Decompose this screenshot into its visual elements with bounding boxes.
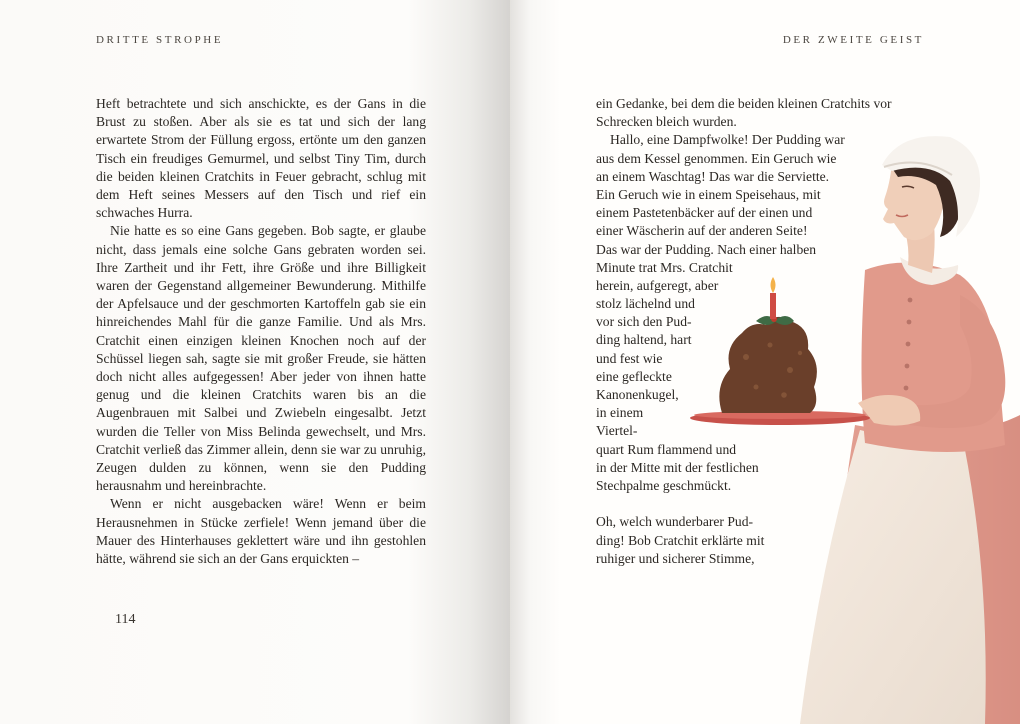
text-line: vor sich den Pud- <box>596 314 692 330</box>
page-number: 114 <box>115 612 136 627</box>
text-line: ding! Bob Cratchit erklärte mit <box>596 532 765 548</box>
text-line: Ein Geruch wie in einem Speisehaus, mit <box>596 186 821 202</box>
paragraph-2: Nie hatte es so eine Gans gegeben. Bob sagte, er glaube nicht, dass jemals eine solche Gans gebraten worden sei. Ihre Zartheit und ihr Fett, ihre Größe und ihre Billigkeit waren der Gegenstand allgemeiner Bewunderung. Mithilfe der Apfelsauce und der geschmorten Kartoffeln gab sie ein hinreichendes Mahl für die ganze Familie. Und als Mrs. Cratchit einen einzigen kleinen Knochen noch auf der Schüssel liegen sah, sagte sie mit großer Freude, sie hätten doch nicht alles aufgegessen! Aber jeder von ihnen hatte genug und die kleinen Cratchits waren bis an die Augenbrauen mit Salbei und Zwiebeln eingesalbt. Jetzt wurden die Teller von Miss Belinda gewechselt, und Mrs. Cratchit verließ das Zimmer allein, denn sie war zu unruhig, Zeugen dulden zu können, wenn sie den Pudding herausnahm und hereinbrachte. <box>96 223 426 494</box>
right-body-text <box>596 95 936 568</box>
text-line: Minute trat Mrs. Cratchit <box>596 259 733 275</box>
paragraph-3: Wenn er nicht ausgebacken wäre! Wenn er beim Herausnehmen in Stücke zerfiele! Wenn jemand über die Mauer des Hinterhauses geklettert wäre und ihn gestohlen hätte, während sie sich an der Gans erquickten – <box>96 496 426 567</box>
text-line: Oh, welch wunderbarer Pud- <box>596 514 754 530</box>
text-line: einem Pastetenbäcker auf der einen und <box>596 205 813 221</box>
text-line: und fest wie <box>596 350 663 366</box>
text-line: einer Wäscherin auf der anderen Seite! <box>596 223 808 239</box>
text-line: ein Gedanke, bei dem die beiden kleinen Cratchits vor <box>596 96 892 111</box>
text-line: stolz lächelnd und <box>596 296 695 312</box>
text-line: quart Rum flammend und <box>596 441 737 457</box>
running-head-right: DER ZWEITE GEIST <box>782 34 924 46</box>
text-line: Schrecken bleich wurden. <box>596 114 737 130</box>
text-line: in einem <box>596 405 644 421</box>
right-page <box>510 0 1020 724</box>
running-head-left: DRITTE STROPHE <box>96 34 224 46</box>
text-line: Kanonenkugel, <box>596 387 679 402</box>
text-line: herein, aufgeregt, aber <box>596 277 719 293</box>
text-line: in der Mitte mit der festlichen <box>596 459 759 475</box>
text-line: Das war der Pudding. Nach einer halben <box>596 241 817 257</box>
text-line: ruhiger und sicherer Stimme, <box>596 550 755 566</box>
paragraph-1: Heft betrachtete und sich anschickte, es der Gans in die Brust zu stoßen. Aber als sie es tat und sich der lang erwartete Strom der Füllung ergoss, ertönte um den ganzen Tisch ein freudiges Gemurmel, und selbst Tiny Tim, durch die beiden kleinen Cratchits in Feuer gebracht, schlug mit dem Heft seines Messers auf den Tisch und rief ein schwaches Hurra. <box>96 96 426 221</box>
text-line: eine gefleckte <box>596 368 672 384</box>
left-body-text <box>96 95 426 568</box>
text-line: Stechpalme geschmückt. <box>596 477 732 493</box>
text-line: Viertel- <box>596 423 638 439</box>
text-line: Hallo, eine Dampfwolke! Der Pudding war <box>610 132 845 148</box>
text-line: aus dem Kessel genommen. Ein Geruch wie <box>596 150 837 166</box>
paragraph-gap <box>596 495 936 513</box>
text-line: an einem Waschtag! Das war die Serviette. <box>596 168 830 184</box>
text-line: ding haltend, hart <box>596 332 692 348</box>
